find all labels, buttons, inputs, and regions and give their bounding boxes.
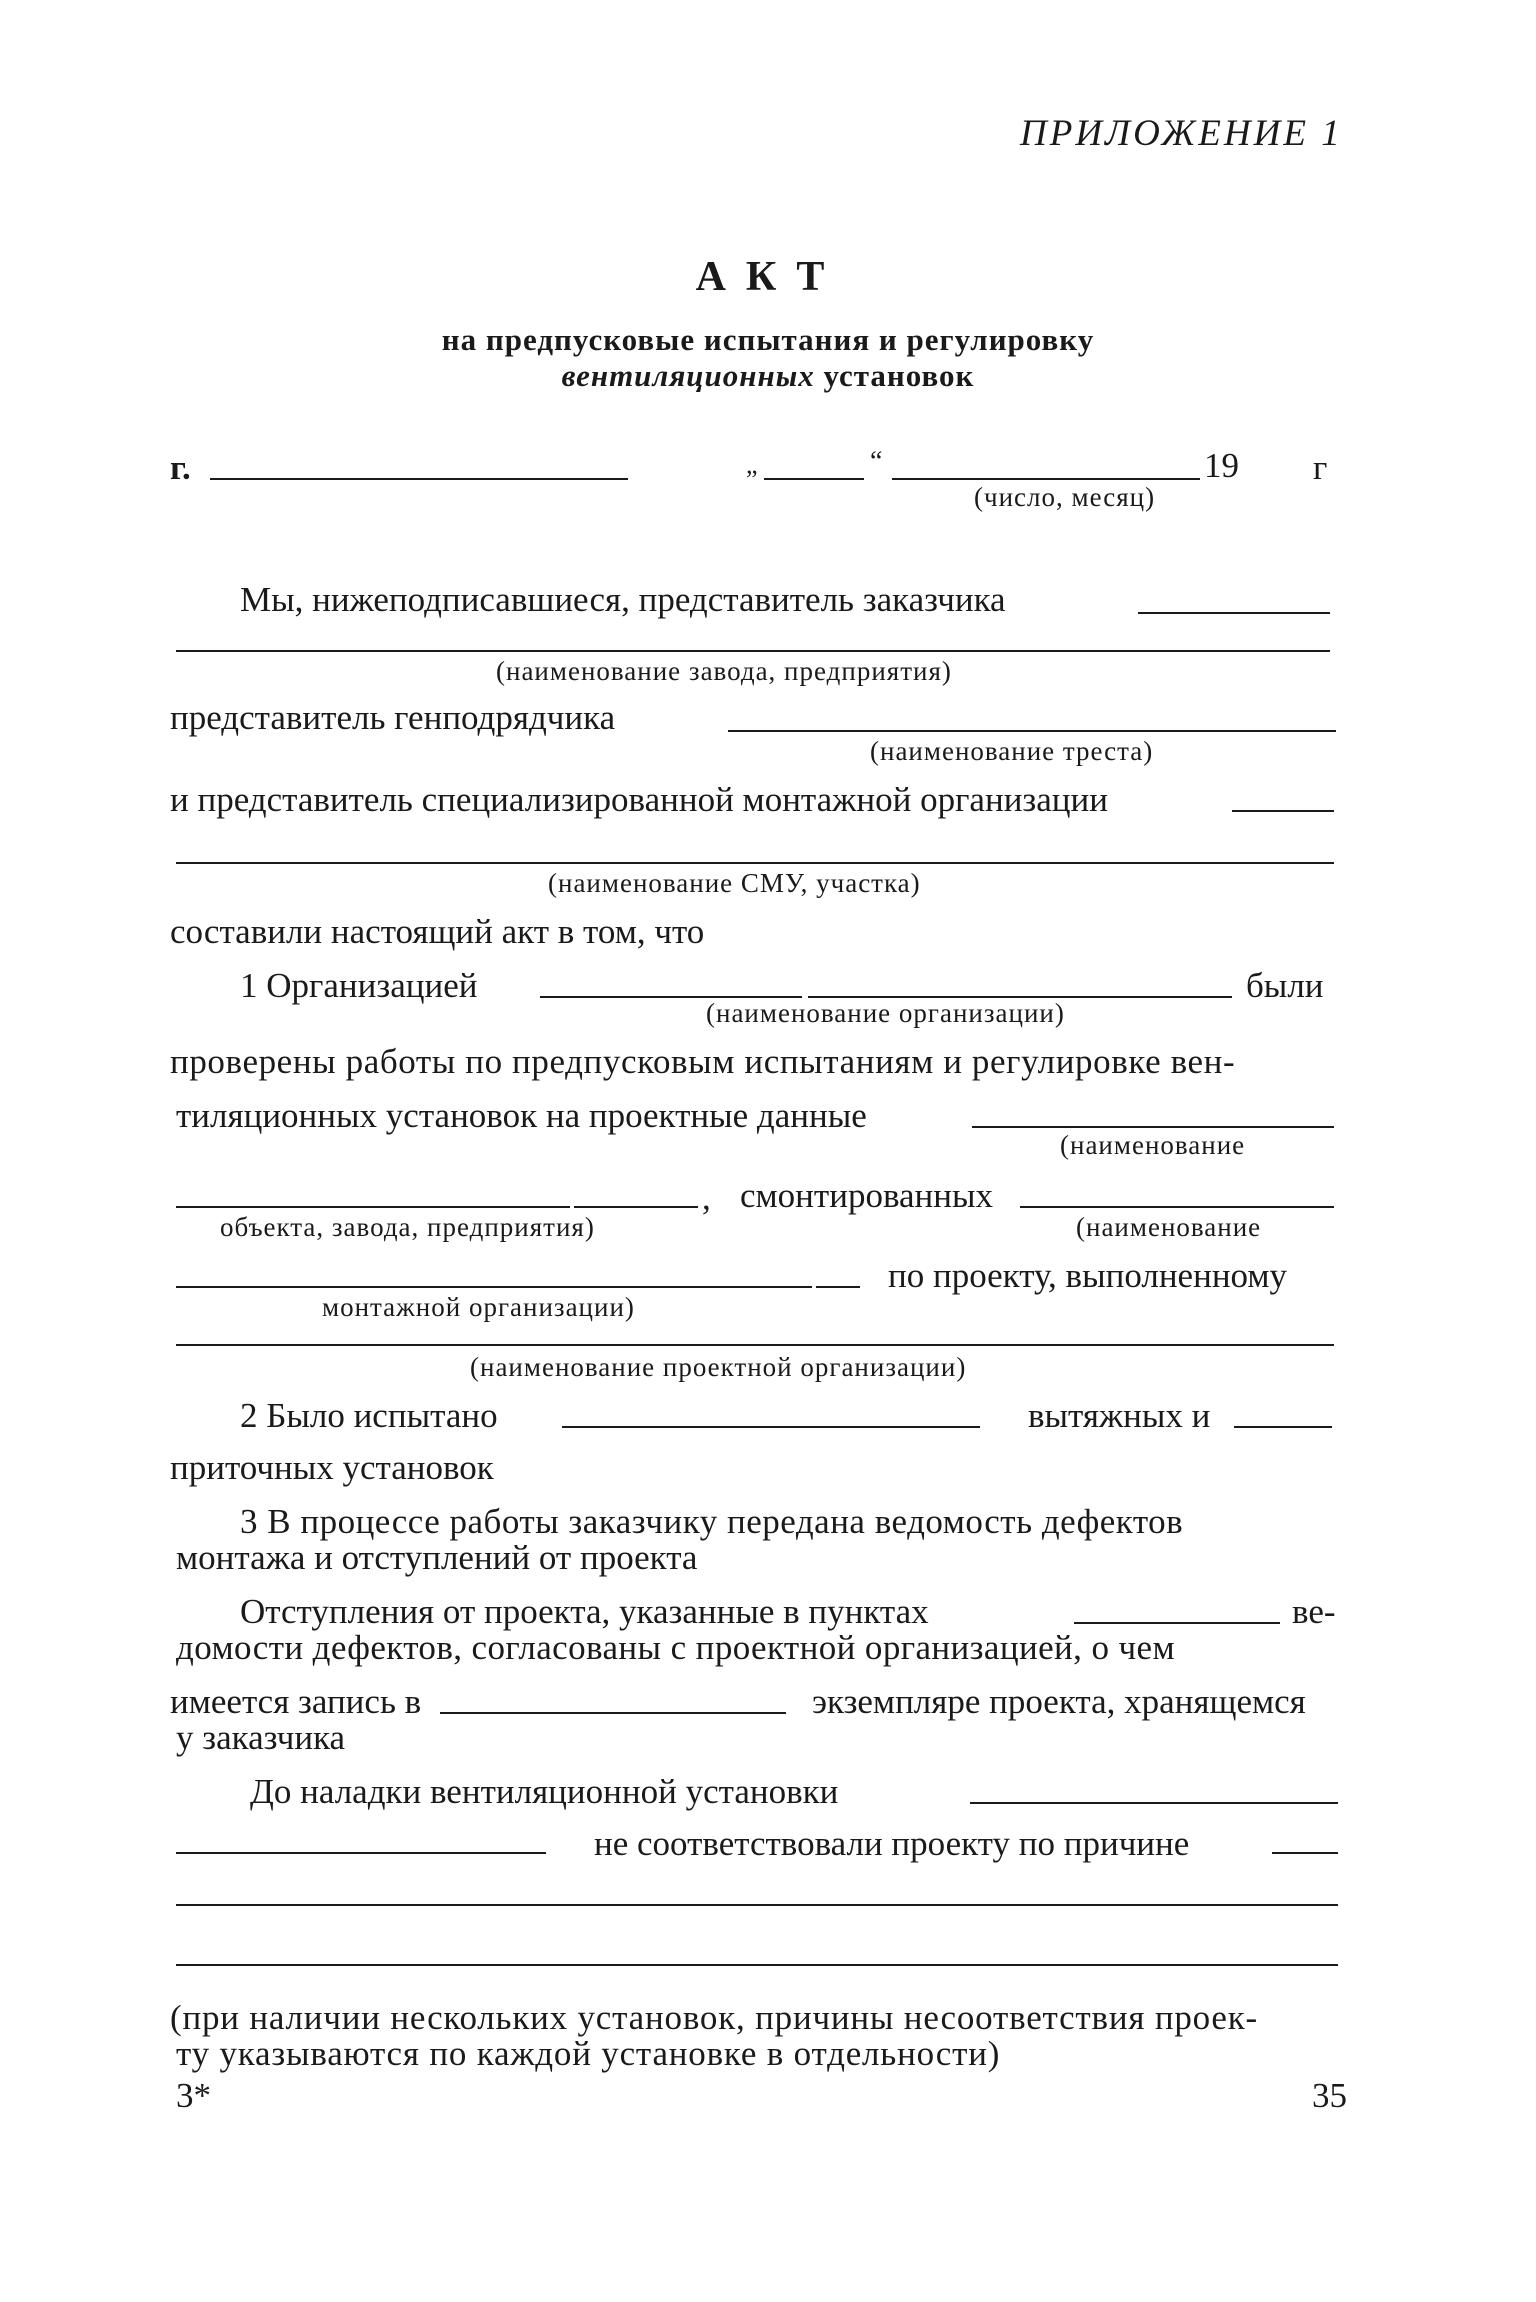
caption-object: объекта, завода, предприятия) — [220, 1212, 595, 1242]
by-project-text: по проекту, выполненному — [888, 1256, 1288, 1295]
special-org-blank-2 — [176, 862, 1334, 864]
before-setup-text: До наладки вентиляционной установки — [250, 1772, 839, 1811]
mounted-text: смонтированных — [740, 1176, 994, 1215]
customer-blank-1 — [1138, 612, 1330, 614]
reason-blank-2 — [176, 1904, 1338, 1906]
item3-line1: 3 В процессе работы заказчику передана ведомость дефектов — [240, 1502, 1184, 1541]
signature-mark: 3* — [176, 2076, 211, 2115]
caption-mount-org: монтажной организации) — [322, 1292, 635, 1322]
close-quote: “ — [870, 446, 883, 477]
exhaust-count-blank — [562, 1426, 980, 1428]
checked-line1: проверены работы по предпусковым испытаниям и регулировке вен- — [170, 1042, 1236, 1081]
caption-customer: (наименование завода, предприятия) — [496, 656, 952, 686]
customer-blank-2 — [176, 650, 1330, 652]
supply-count-blank — [1234, 1426, 1332, 1428]
item2-start: 2 Было испытано — [240, 1396, 498, 1435]
reason-blank-3 — [176, 1964, 1338, 1966]
reason-blank-1 — [1272, 1852, 1338, 1854]
item3-line2: монтажа и отступлений от проекта — [176, 1538, 698, 1577]
open-quote: „ — [746, 450, 758, 479]
page-number: 35 — [1312, 2076, 1347, 2115]
date-caption: (число, месяц) — [974, 482, 1156, 512]
note-line1: (при наличии нескольких установок, причины несоответствия проек- — [170, 1998, 1258, 2037]
appendix-label: ПРИЛОЖЕНИЕ 1 — [1020, 113, 1343, 154]
deviations-line3-start: имеется запись в — [170, 1682, 422, 1721]
item1-end: были — [1246, 966, 1324, 1005]
caption-name1: (наименование — [1060, 1130, 1246, 1160]
year-prefix: 19 — [1204, 446, 1239, 485]
caption-project-org: (наименование проектной организации) — [470, 1352, 967, 1382]
deviations-line1-start: Отступления от проекта, указанные в пунктах — [240, 1592, 929, 1631]
object-blank-2b — [574, 1206, 698, 1208]
subtitle-rest: установок — [823, 358, 975, 393]
special-org-text: и представитель специализированной монтажной организации — [170, 780, 1108, 819]
checked-line2: тиляционных установок на проектные данные — [176, 1096, 867, 1135]
caption-name2: (наименование — [1076, 1212, 1262, 1242]
not-match-text: не соответствовали проекту по причине — [594, 1824, 1190, 1863]
caption-smu: (наименование СМУ, участка) — [548, 868, 921, 898]
deviations-line2: домости дефектов, согласованы с проектной организацией, о чем — [176, 1628, 1175, 1667]
note-line2: ту указываются по каждой установке в отдельности) — [176, 2034, 1001, 2073]
caption-org: (наименование организации) — [706, 998, 1065, 1028]
mount-org-blank-2a — [176, 1286, 812, 1288]
deviations-line1-end: ве- — [1292, 1592, 1336, 1631]
item1-start: 1 Организацией — [240, 966, 478, 1005]
document-title: АКТ — [695, 254, 845, 300]
deviations-line3-end: экземпляре проекта, хранящемся — [812, 1682, 1306, 1721]
subtitle-italic-word: вентиляционных — [561, 358, 815, 393]
object-blank-1 — [972, 1126, 1334, 1128]
intro-text: Мы, нижеподписавшиеся, представитель заказчика — [240, 580, 1006, 619]
compiled-text: составили настоящий акт в том, что — [170, 912, 705, 951]
deviations-line4: у заказчика — [176, 1718, 346, 1757]
city-prefix: г. — [170, 448, 191, 487]
installation-blank-1 — [970, 1802, 1338, 1804]
gen-contractor-text: представитель генподрядчика — [170, 698, 616, 737]
mounted-comma: , — [702, 1178, 711, 1217]
gen-contractor-blank — [728, 730, 1336, 732]
mount-org-blank-1 — [1020, 1206, 1334, 1208]
special-org-blank-1 — [1232, 810, 1334, 812]
mount-org-blank-2b — [816, 1286, 860, 1288]
copy-blank — [440, 1712, 786, 1714]
document-subtitle-line2 — [562, 358, 975, 394]
item2-mid: вытяжных и — [1028, 1396, 1211, 1435]
day-blank — [764, 478, 864, 480]
installation-blank-2 — [176, 1852, 546, 1854]
object-blank-2a — [176, 1206, 570, 1208]
city-blank — [210, 478, 628, 480]
month-blank — [892, 478, 1200, 480]
caption-trust: (наименование треста) — [870, 736, 1154, 766]
item2-end: приточных установок — [170, 1448, 494, 1487]
year-suffix: г — [1313, 448, 1328, 487]
project-org-blank — [176, 1344, 1334, 1346]
items-blank — [1074, 1622, 1280, 1624]
document-subtitle-line1: на предпусковые испытания и регулировку — [441, 322, 1095, 357]
